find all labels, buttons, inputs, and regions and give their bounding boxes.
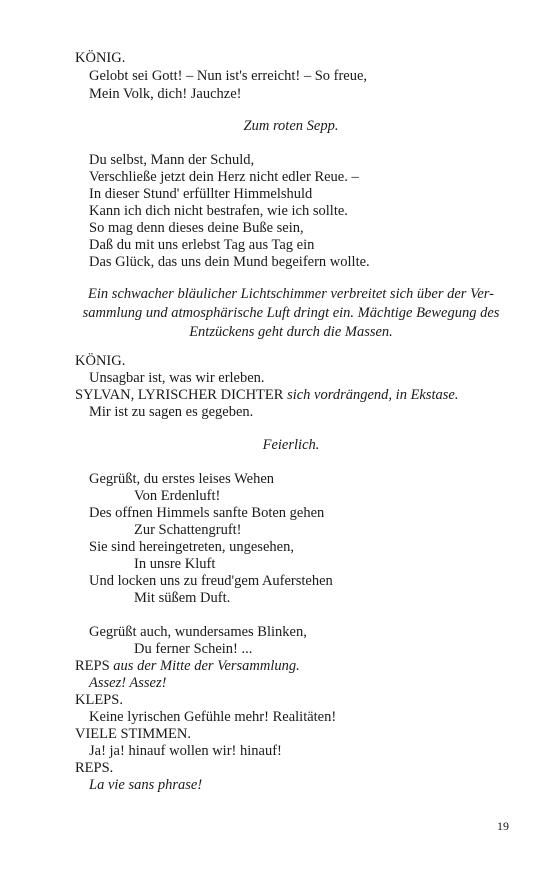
stage-direction-line: Ein schwacher bläulicher Lichtschimmer verbreitet sich über der Ver- bbox=[88, 286, 494, 302]
verse-line: Ja! ja! hinauf wollen wir! hinauf! bbox=[89, 743, 282, 759]
speaker-name: SYLVAN, LYRISCHER DICHTER bbox=[75, 387, 284, 403]
verse-line: In dieser Stund' erfüllter Himmelshuld bbox=[89, 186, 313, 202]
verse-line: Gegrüßt, du erstes leises Wehen bbox=[89, 471, 275, 487]
verse-line: Verschließe jetzt dein Herz nicht edler Reue. – bbox=[89, 169, 359, 185]
stage-direction-line: Entzückens geht durch die Massen. bbox=[189, 324, 393, 340]
verse-line: Du ferner Schein! ... bbox=[134, 641, 253, 657]
verse-line: In unsre Kluft bbox=[134, 556, 216, 572]
verse-line: Gegrüßt auch, wundersames Blinken, bbox=[89, 624, 307, 640]
verse-line: Mir ist zu sagen es gegeben. bbox=[89, 404, 254, 420]
verse-line: La vie sans phrase! bbox=[89, 777, 203, 793]
stage-direction: Feierlich. bbox=[262, 437, 320, 453]
speaker-koenig: KÖNIG. bbox=[75, 50, 126, 66]
stage-direction: aus der Mitte der Versammlung. bbox=[113, 658, 300, 674]
page-number: 19 bbox=[497, 819, 509, 833]
stage-direction-line: sammlung und atmosphärische Luft dringt ein. Mächtige Bewegung des bbox=[82, 305, 500, 321]
verse-line: Des offnen Himmels sanfte Boten gehen bbox=[89, 505, 325, 521]
speaker-reps: REPS. bbox=[75, 760, 114, 776]
verse-line: Unsagbar ist, was wir erleben. bbox=[89, 370, 265, 386]
speaker-sylvan bbox=[75, 387, 459, 404]
verse-line: So mag denn dieses deine Buße sein, bbox=[89, 220, 304, 236]
verse-line: Du selbst, Mann der Schuld, bbox=[89, 152, 255, 168]
verse-line: Assez! Assez! bbox=[89, 675, 167, 691]
verse-line: Sie sind hereingetreten, ungesehen, bbox=[89, 539, 294, 555]
verse-line: Und locken uns zu freud'gem Auferstehen bbox=[89, 573, 333, 589]
verse-line: Das Glück, das uns dein Mund begeifern wollte. bbox=[89, 254, 370, 270]
verse-line: Von Erdenluft! bbox=[134, 488, 221, 504]
stage-direction: Zum roten Sepp. bbox=[243, 118, 339, 134]
speaker-viele-stimmen: VIELE STIMMEN. bbox=[75, 726, 191, 742]
speaker-koenig: KÖNIG. bbox=[75, 353, 126, 369]
speaker-reps bbox=[75, 658, 300, 675]
verse-line: Daß du mit uns erlebst Tag aus Tag ein bbox=[89, 237, 315, 253]
stage-direction: sich vordrängend, in Ekstase. bbox=[287, 387, 459, 403]
verse-line: Keine lyrischen Gefühle mehr! Realitäten! bbox=[89, 709, 337, 725]
speaker-name: REPS bbox=[75, 658, 110, 674]
speaker-kleps: KLEPS. bbox=[75, 692, 123, 708]
verse-line: Mit süßem Duft. bbox=[134, 590, 231, 606]
verse-line: Gelobt sei Gott! – Nun ist's erreicht! – So freue, bbox=[89, 68, 368, 84]
verse-line: Mein Volk, dich! Jauchze! bbox=[89, 86, 242, 102]
verse-line: Zur Schattengruft! bbox=[134, 522, 242, 538]
verse-line: Kann ich dich nicht bestrafen, wie ich sollte. bbox=[89, 203, 348, 219]
